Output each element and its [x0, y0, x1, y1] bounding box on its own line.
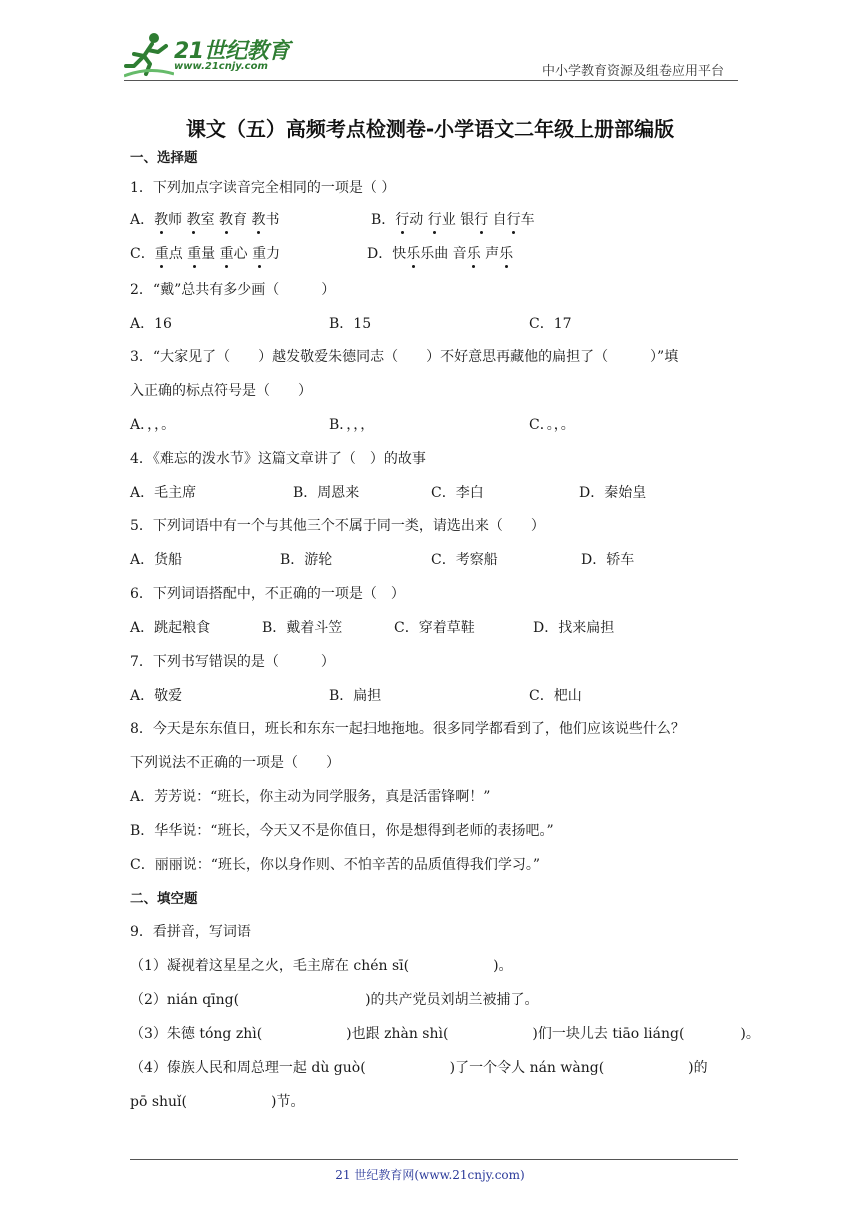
question-5-option-a: A．货船 [130, 552, 183, 568]
question-1-option-b: B．行动 行业 银行 自行车 [371, 212, 535, 228]
question-5-stem: 5．下列词语中有一个与其他三个不属于同一类，请选出来（ ） [130, 518, 545, 534]
question-9-stem: 9．看拼音，写词语 [130, 924, 251, 940]
question-5-option-c: C．考察船 [431, 552, 498, 568]
question-1-option-a: A．教师 教室 教育 教书 [130, 212, 280, 228]
question-7-stem: 7．下列书写错误的是（ ） [130, 654, 335, 670]
question-4-option-a: A．毛主席 [130, 485, 197, 501]
question-6-option-a: A．跳起粮食 [130, 620, 211, 636]
question-9-part-4: （4）傣族人民和周总理一起 dù guò( )了一个令人 nán wàng( )的 [130, 1060, 708, 1076]
question-5-option-b: B．游轮 [280, 552, 333, 568]
logo [124, 30, 294, 78]
question-9-part-3: （3）朱德 tóng zhì( )也跟 zhàn shì( )们一块儿去 tiāo liáng( )。 [130, 1026, 760, 1042]
question-7-option-a: A．敬爱 [130, 688, 183, 704]
question-9-part-4-cont: pō shuǐ( )节。 [130, 1094, 305, 1110]
question-2-option-c: C．17 [529, 316, 572, 332]
footer-link[interactable]: 21 世纪教育网(www.21cnjy.com) [335, 1168, 525, 1182]
page-title: 课文（五）高频考点检测卷-小学语文二年级上册部编版 [185, 117, 675, 141]
question-1-option-c: C．重点 重量 重心 重力 [130, 246, 281, 262]
question-4-option-c: C．李白 [431, 485, 484, 501]
question-3-stem-line1: 3．“大家见了（ ）越发敬爱朱德同志（ ）不好意思再藏他的扁担了（ ）”填 [130, 349, 679, 365]
question-8-stem-line2: 下列说法不正确的一项是（ ） [130, 755, 340, 771]
question-6-option-d: D．找来扁担 [533, 620, 615, 636]
section-heading-fill: 二、填空题 [130, 891, 198, 907]
footer-divider [130, 1159, 738, 1160]
question-4-stem: 4．《难忘的泼水节》这篇文章讲了（ ）的故事 [130, 451, 426, 467]
question-8-option-c: C．丽丽说：“班长，你以身作则、不怕辛苦的品质值得我们学习。” [130, 857, 541, 873]
section-heading-choice: 一、选择题 [130, 150, 198, 166]
runner-icon [124, 30, 174, 78]
question-9-part-2: （2）nián qīng( )的共产党员刘胡兰被捕了。 [130, 992, 539, 1008]
question-7-option-c: C．杷山 [529, 688, 582, 704]
question-7-option-b: B．扁担 [329, 688, 382, 704]
platform-label: 中小学教育资源及组卷应用平台 [541, 64, 724, 79]
question-4-option-b: B．周恩来 [293, 485, 360, 501]
question-1-option-d: D．快乐乐曲 音乐 声乐 [367, 246, 514, 262]
question-6-option-c: C．穿着草鞋 [394, 620, 475, 636]
question-6-option-b: B．戴着斗笠 [262, 620, 343, 636]
page-header [124, 30, 738, 80]
question-4-option-d: D．秦始皇 [579, 485, 647, 501]
question-3-option-b: B．，，， [329, 417, 375, 433]
question-8-option-b: B．华华说：“班长，今天又不是你值日，你是想得到老师的表扬吧。” [130, 823, 554, 839]
question-3-option-a: A．，，。 [130, 417, 176, 433]
question-6-stem: 6．下列词语搭配中，不正确的一项是（ ） [130, 586, 405, 602]
question-8-stem-line1: 8．今天是东东值日，班长和东东一起扫地拖地。很多同学都看到了，他们应该说些什么？ [130, 721, 685, 737]
question-1-stem: 1．下列加点字读音完全相同的一项是（ ） [130, 180, 396, 196]
question-3-stem-line2: 入正确的标点符号是（ ） [130, 383, 312, 399]
question-2-option-b: B．15 [329, 316, 372, 332]
question-8-option-a: A．芳芳说：“班长，你主动为同学服务，真是活雷锋啊！” [130, 789, 491, 805]
question-5-option-d: D．轿车 [581, 552, 635, 568]
logo-text: 21世纪教育 [174, 39, 290, 64]
logo-url: www.21cnjy.com [174, 61, 268, 72]
header-divider [124, 80, 738, 81]
question-9-part-1: （1）凝视着这星星之火，毛主席在 chén sī( )。 [130, 958, 513, 974]
question-2-stem: 2．“戴”总共有多少画（ ） [130, 282, 336, 298]
question-3-option-c: C．。，。 [529, 417, 575, 433]
question-2-option-a: A．16 [130, 316, 172, 332]
